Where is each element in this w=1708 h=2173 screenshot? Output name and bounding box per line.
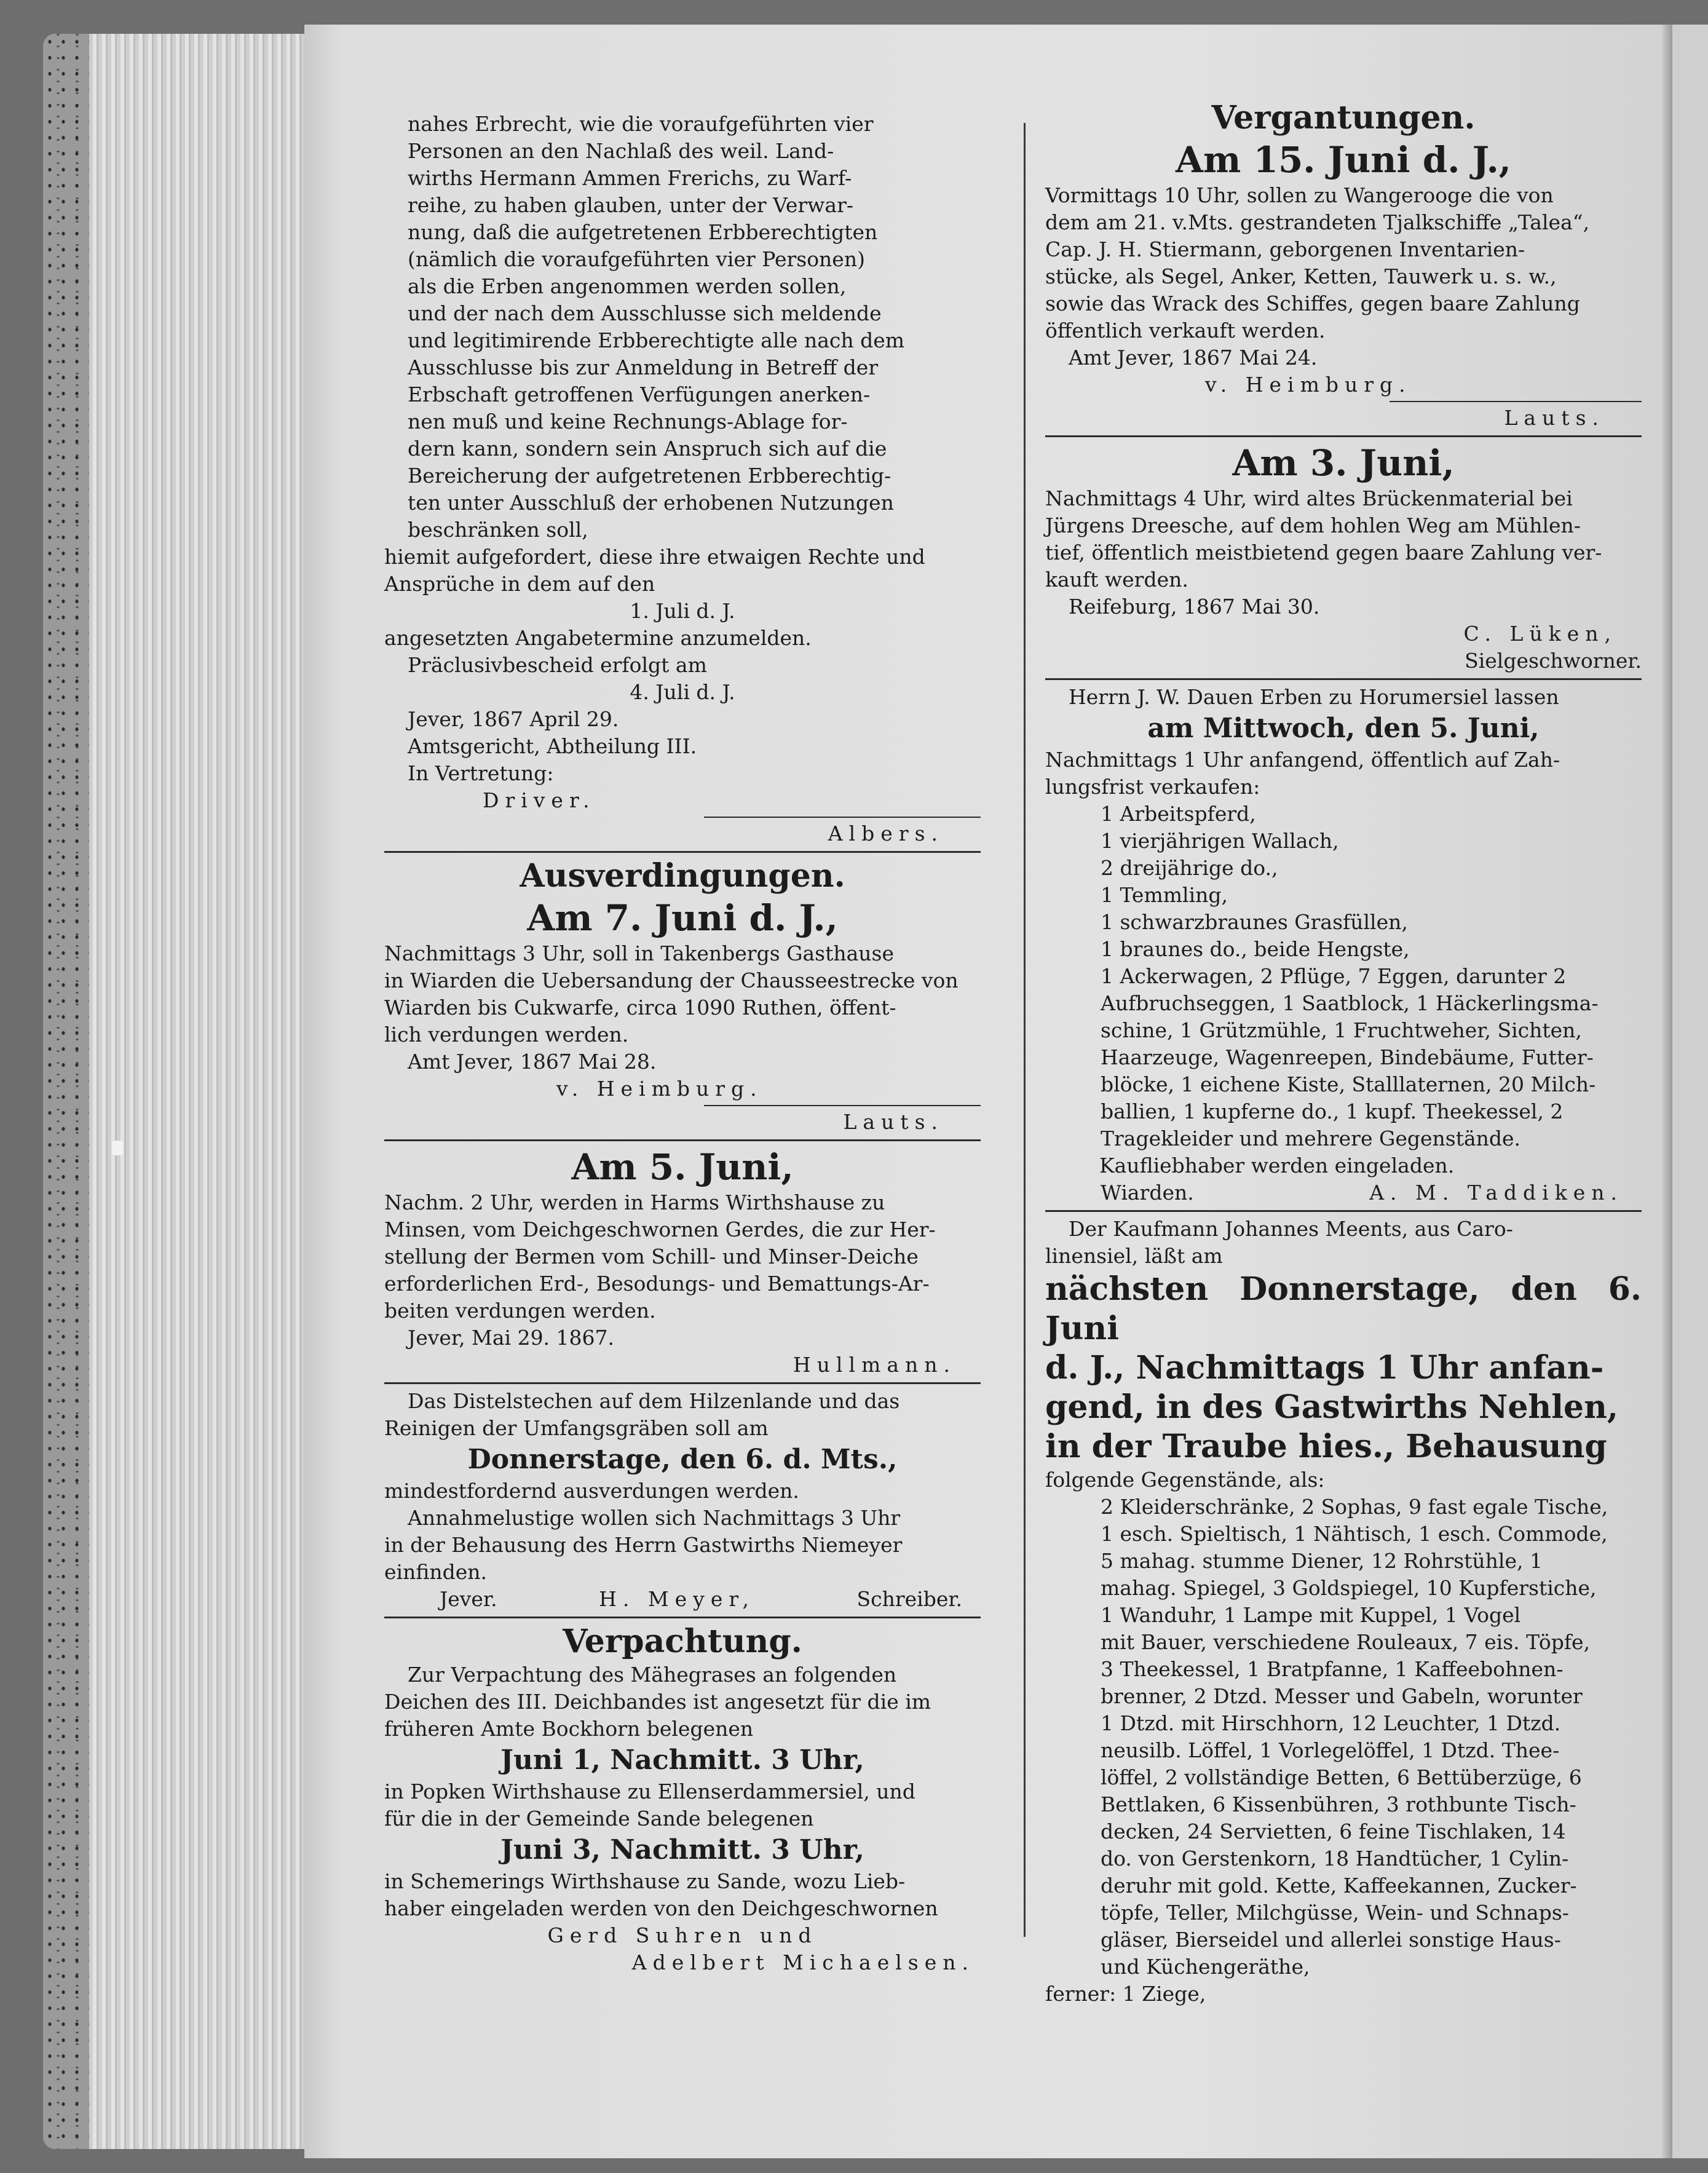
text-line: lich verdungen werden.	[384, 1023, 629, 1047]
text-line: stellung der Bermen vom Schill- und Minser-Deiche	[384, 1245, 919, 1269]
list-item: gläser, Bierseidel und allerlei sonstige Haus-	[1101, 1928, 1561, 1952]
text-line: Cap. J. H. Stiermann, geborgenen Inventarien-	[1045, 237, 1525, 261]
text-line: Der Kaufmann Johannes Meents, aus Caro-	[1069, 1217, 1513, 1241]
text-line: dern kann, sondern sein Anspruch sich auf die	[408, 437, 887, 461]
list-item: mit Bauer, verschiedene Rouleaux, 7 eis. Töpfe,	[1101, 1630, 1591, 1654]
signature: A. M. Taddiken.	[1369, 1181, 1623, 1205]
text-line: haber eingeladen werden von den Deichgeschwornen	[384, 1896, 938, 1920]
text-line: Nachmittags 3 Uhr, soll in Takenbergs Gasthause	[384, 941, 895, 965]
section-rule	[1045, 678, 1642, 680]
list-item: 1 Temmling,	[1101, 883, 1228, 907]
notice-date: Donnerstage, den 6. d. Mts.,	[467, 1444, 898, 1475]
section-heading: Ausverdingungen.	[520, 857, 845, 895]
rule	[704, 1105, 981, 1106]
list-item: und Küchengeräthe,	[1101, 1955, 1310, 1979]
text-line: mindestfordernd ausverdungen werden.	[384, 1479, 799, 1503]
text-line: Nachm. 2 Uhr, werden in Harms Wirthshause zu	[384, 1190, 885, 1214]
notice-date: gend, in des Gastwirths Nehlen,	[1045, 1388, 1618, 1426]
text-line: tief, öffentlich meistbietend gegen baare Zahlung ver-	[1045, 540, 1602, 564]
distel-notice	[384, 1388, 981, 1613]
list-item: brenner, 2 Dtzd. Messer und Gabeln, worunter	[1101, 1684, 1583, 1708]
list-item: 1 Dtzd. mit Hirschhorn, 12 Leuchter, 1 Dtzd.	[1101, 1711, 1561, 1735]
signature: Gerd Suhren und	[547, 1923, 818, 1947]
notice-date: Am 15. Juni d. J.,	[1176, 139, 1511, 181]
text-line: Erbschaft getroffenen Verfügungen anerken-	[408, 382, 871, 406]
text-line: stücke, als Segel, Anker, Ketten, Tauwerk u. s. w.,	[1045, 264, 1557, 288]
list-item: löffel, 2 vollständige Betten, 6 Bettüberzüge, 6	[1101, 1765, 1582, 1789]
signature-row	[1045, 1179, 1642, 1206]
text-line: in Schemerings Wirthshause zu Sande, wozu Lieb-	[384, 1869, 906, 1893]
text-line: Kaufliebhaber werden eingeladen.	[1099, 1154, 1455, 1178]
ausverdingungen-notice	[384, 857, 981, 1136]
intro-text	[384, 111, 981, 847]
signature: Hullmann.	[793, 1353, 956, 1377]
section-heading: Vergantungen.	[1211, 99, 1476, 137]
list-item: 2 Kleiderschränke, 2 Sophas, 9 fast egale Tische,	[1101, 1495, 1608, 1519]
text-line: und legitimirende Erbberechtigte alle nach dem	[408, 328, 905, 352]
section-heading: Verpachtung.	[563, 1623, 802, 1660]
text-line: Reinigen der Umfangsgräben soll am	[384, 1416, 769, 1440]
left-column	[384, 111, 981, 1976]
text-line: Zur Verpachtung des Mähegrases an folgenden	[408, 1663, 897, 1687]
next-page-strip	[1672, 25, 1708, 2158]
juni5-notice	[384, 1145, 981, 1379]
text-line: hiemit aufgefordert, diese ihre etwaigen Rechte und	[384, 545, 925, 569]
text-line: Personen an den Nachlaß des weil. Land-	[408, 139, 834, 163]
list-item: Haarzeuge, Wagenreepen, Bindebäume, Futter-	[1101, 1045, 1594, 1069]
text-line: für die in der Gemeinde Sande belegenen	[384, 1807, 814, 1831]
text-line: Präclusivbescheid erfolgt am	[408, 653, 707, 677]
text-line: dem am 21. v.Mts. gestrandeten Tjalkschiffe „Talea“,	[1045, 210, 1590, 234]
notice-date: Am 3. Juni,	[1232, 442, 1455, 484]
list-item: 2 dreijährige do.,	[1101, 856, 1278, 880]
verpachtung-notice	[384, 1622, 981, 1976]
list-item: do. von Gerstenkorn, 18 Handtücher, 1 Cylin-	[1101, 1846, 1569, 1870]
text-line: Minsen, vom Deichgeschwornen Gerdes, die zur Her-	[384, 1217, 936, 1241]
list-item: Tragekleider und mehrere Gegenstände.	[1101, 1126, 1521, 1150]
list-item: 1 Arbeitspferd,	[1101, 802, 1256, 826]
court-name: Amtsgericht, Abtheilung III.	[408, 734, 697, 758]
list-item: 1 braunes do., beide Hengste,	[1101, 937, 1410, 961]
notice-date: am Mittwoch, den 5. Juni,	[1147, 713, 1540, 744]
text-line: Nachmittags 1 Uhr anfangend, öffentlich auf Zah-	[1045, 748, 1560, 772]
section-rule	[384, 1382, 981, 1384]
signature: Lauts.	[1504, 406, 1605, 430]
section-rule	[384, 1617, 981, 1618]
text-line: Wiarden bis Cukwarfe, circa 1090 Ruthen, öffent-	[384, 995, 896, 1019]
list-item: 5 mahag. stumme Diener, 12 Rohrstühle, 1	[1101, 1549, 1543, 1573]
text-line: In Vertretung:	[408, 761, 554, 785]
text-line: nahes Erbrecht, wie die voraufgeführten vier	[408, 112, 874, 136]
list-item: neusilb. Löffel, 1 Vorlegelöffel, 1 Dtzd. Thee-	[1101, 1738, 1560, 1762]
list-item: 3 Theekessel, 1 Bratpfanne, 1 Kaffeebohnen-	[1101, 1657, 1564, 1681]
text-line: kauft werden.	[1045, 568, 1188, 592]
list-item: 1 esch. Spieltisch, 1 Nähtisch, 1 esch. Commode,	[1101, 1522, 1608, 1546]
text-line: reihe, zu haben glauben, unter der Verwar-	[408, 193, 854, 217]
list-item: 1 vierjährigen Wallach,	[1101, 829, 1339, 853]
text-line: Das Distelstechen auf dem Hilzenlande und das	[408, 1389, 900, 1413]
text-line: lungsfrist verkaufen:	[1045, 775, 1260, 799]
text-line: wirths Hermann Ammen Frerichs, zu Warf-	[408, 166, 852, 190]
notice-date: nächsten Donnerstage, den 6. Juni	[1045, 1270, 1642, 1347]
right-column	[1045, 99, 1642, 2008]
text-line: folgende Gegenstände, als:	[1045, 1468, 1325, 1492]
signature: v. Heimburg.	[1205, 373, 1412, 397]
date-line: 4. Juli d. J.	[630, 680, 735, 704]
notice-date: Am 7. Juni d. J.,	[527, 897, 838, 939]
text-line: erforderlichen Erd-, Besodungs- und Bemattungs-Ar-	[384, 1272, 930, 1296]
list-item: 1 Ackerwagen, 2 Pflüge, 7 Eggen, darunter 2	[1101, 964, 1567, 988]
section-rule	[1045, 435, 1642, 437]
place-date: Jever, Mai 29. 1867.	[408, 1326, 615, 1350]
list-item: 1 schwarzbraunes Grasfüllen,	[1101, 910, 1408, 934]
signature: Adelbert Michaelsen.	[631, 1950, 975, 1974]
book-edge-speckle	[43, 34, 89, 2149]
signature: C. Lüken,	[1463, 622, 1617, 646]
list-item: decken, 24 Servietten, 6 feine Tischlaken, 14	[1101, 1819, 1566, 1843]
signature: v. Heimburg.	[556, 1077, 763, 1101]
text-line: beiten verdungen werden.	[384, 1299, 656, 1323]
text-line: öffentlich verkauft werden.	[1045, 319, 1326, 342]
signature: H. Meyer,	[599, 1587, 755, 1611]
text-line: beschränken soll,	[408, 518, 588, 542]
notice-date: Juni 3, Nachmitt. 3 Uhr,	[500, 1834, 864, 1866]
text-line: Jürgens Dreesche, auf dem hohlen Weg am Mühlen-	[1045, 513, 1581, 537]
juni3-notice	[1045, 441, 1642, 675]
text-line: Deichen des III. Deichbandes ist angesetzt für die im	[384, 1690, 931, 1714]
notice-date: in der Traube hies., Behausung	[1045, 1428, 1607, 1465]
text-line: früheren Amte Bockhorn belegenen	[384, 1717, 754, 1741]
text-line: nung, daß die aufgetretenen Erbberechtigten	[408, 220, 878, 244]
role: Schreiber.	[856, 1587, 962, 1611]
list-item: 1 Wanduhr, 1 Lampe mit Kuppel, 1 Vogel	[1101, 1603, 1521, 1627]
text-line: ferner: 1 Ziege,	[1045, 1982, 1206, 2006]
rule	[1390, 401, 1642, 402]
signature-role: Sielgeschworner.	[1465, 649, 1642, 673]
column-divider	[1024, 123, 1026, 1937]
place-date: Amt Jever, 1867 Mai 28.	[408, 1050, 657, 1074]
text-line: und der nach dem Ausschlusse sich meldende	[408, 301, 882, 325]
binding-hole	[112, 1141, 123, 1155]
text-line: Nachmittags 4 Uhr, wird altes Brückenmaterial bei	[1045, 486, 1573, 510]
list-item: ballien, 1 kupferne do., 1 kupf. Theekessel, 2	[1101, 1099, 1564, 1123]
text-line: (nämlich die voraufgeführten vier Personen)	[408, 247, 865, 271]
list-item: schine, 1 Grützmühle, 1 Fruchtweher, Sichten,	[1101, 1018, 1582, 1042]
notice-date: d. J., Nachmittags 1 Uhr anfan-	[1045, 1349, 1604, 1387]
text-line: einfinden.	[384, 1560, 487, 1584]
text-line: als die Erben angenommen werden sollen,	[408, 274, 847, 298]
text-line: sowie das Wrack des Schiffes, gegen baare Zahlung	[1045, 291, 1580, 315]
list-item: blöcke, 1 eichene Kiste, Stalllaternen, 20 Milch-	[1101, 1072, 1596, 1096]
list-item: töpfe, Teller, Milchgüsse, Wein- und Schnaps-	[1101, 1901, 1569, 1925]
signature: Lauts.	[843, 1110, 944, 1134]
section-rule	[1045, 1210, 1642, 1212]
text-line: in Wiarden die Uebersandung der Chausseestrecke von	[384, 968, 959, 992]
list-item: deruhr mit gold. Kette, Kaffeekannen, Zucker-	[1101, 1874, 1577, 1898]
section-rule	[384, 851, 981, 853]
text-line: Ausschlusse bis zur Anmeldung in Betreff der	[408, 355, 879, 379]
text-line: in der Behausung des Herrn Gastwirths Niemeyer	[384, 1533, 903, 1557]
list-item: mahag. Spiegel, 3 Goldspiegel, 10 Kupferstiche,	[1101, 1576, 1597, 1600]
place: Jever.	[440, 1587, 497, 1611]
page-fold-shadow	[1660, 25, 1672, 2158]
notice-date: Am 5. Juni,	[571, 1146, 794, 1188]
list-item: Bettlaken, 6 Kissenbühren, 3 rothbunte Tisch-	[1101, 1792, 1576, 1816]
text-line: Annahmelustige wollen sich Nachmittags 3 Uhr	[408, 1506, 901, 1530]
text-line: ten unter Ausschluß der erhobenen Nutzungen	[408, 491, 894, 515]
dauen-notice	[1045, 684, 1642, 1206]
text-line: Ansprüche in dem auf den	[384, 572, 655, 596]
meents-notice	[1045, 1216, 1642, 2008]
text-line: Herrn J. W. Dauen Erben zu Horumersiel lassen	[1069, 685, 1559, 709]
text-line: angesetzten Angabetermine anzumelden.	[384, 626, 812, 650]
text-line: linensiel, läßt am	[1045, 1244, 1223, 1268]
signature: Albers.	[828, 821, 944, 845]
date-line: 1. Juli d. J.	[630, 599, 735, 623]
rule	[704, 817, 981, 818]
vergantungen-notice	[1045, 98, 1642, 432]
text-line: Vormittags 10 Uhr, sollen zu Wangerooge die von	[1045, 183, 1554, 207]
signature: Driver.	[483, 788, 596, 812]
text-line: in Popken Wirthshause zu Ellenserdammersiel, und	[384, 1779, 915, 1803]
place: Wiarden.	[1101, 1181, 1194, 1205]
place-date: Jever, 1867 April 29.	[408, 707, 619, 731]
list-item: Aufbruchseggen, 1 Saatblock, 1 Häckerlingsma-	[1101, 991, 1599, 1015]
text-line: Bereicherung der aufgetretenen Erbberechtig-	[408, 464, 892, 488]
place-date: Amt Jever, 1867 Mai 24.	[1069, 346, 1318, 370]
section-rule	[384, 1139, 981, 1141]
place-date: Reifeburg, 1867 Mai 30.	[1069, 595, 1320, 619]
notice-date: Juni 1, Nachmitt. 3 Uhr,	[500, 1744, 864, 1776]
signature-row	[384, 1586, 981, 1613]
text-line: nen muß und keine Rechnungs-Ablage for-	[408, 410, 848, 433]
